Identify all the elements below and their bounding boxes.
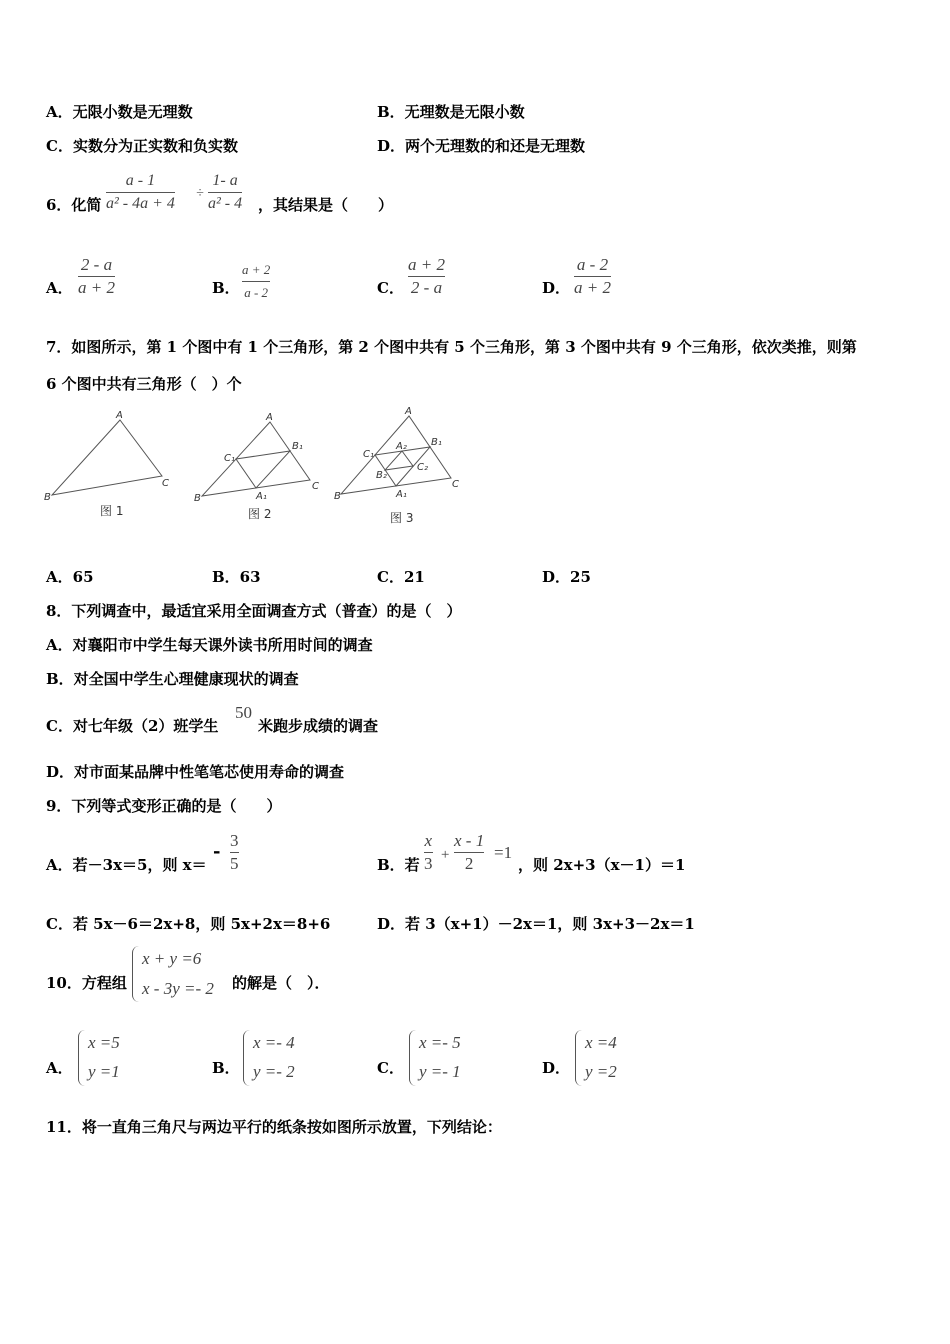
q9-b-fraction-2 — [454, 832, 484, 873]
q10-d-x: x =4 — [585, 1033, 617, 1052]
q7-figures — [40, 400, 480, 535]
fig3-caption: 图 3 — [390, 511, 414, 525]
q9-option-a-minus: - — [213, 841, 221, 862]
fig2-label-c: C — [312, 481, 319, 492]
fig3-label-c: C — [452, 479, 459, 490]
q8-option-c-pre: C．对七年级（2）班学生 — [46, 717, 219, 735]
q5-option-c: C．实数分为正实数和负实数 — [46, 137, 238, 155]
q6-suffix: ，其结果是（ ） — [258, 196, 394, 214]
q8-option-a: A．对襄阳市中学生每天课外读书所用时间的调查 — [46, 636, 373, 654]
q6-option-a-fraction — [78, 256, 115, 297]
q6-prefix: 6．化简 — [46, 196, 102, 214]
q6-c-den: 2 - a — [410, 278, 443, 297]
q8-option-b: B．对全国中学生心理健康现状的调查 — [46, 670, 299, 688]
q8-option-d: D．对市面某品牌中性笔笔芯使用寿命的调查 — [46, 763, 345, 781]
q9-option-b-post: ，则 2x+3（x－1）＝1 — [518, 856, 686, 874]
fig3-label-b2: B₂ — [376, 470, 387, 481]
q7-stem-line-2: 6 个图中共有三角形（ ）个 — [46, 375, 242, 393]
q6-d-num: a - 2 — [576, 255, 609, 274]
fig1-caption: 图 1 — [100, 504, 124, 518]
q10-a-y: y =1 — [88, 1062, 120, 1081]
q10-prefix: 10．方程组 — [46, 974, 127, 992]
q10-option-a-label: A． — [46, 1059, 73, 1077]
q6-fraction-1 — [106, 172, 175, 213]
q9-option-a-fraction — [230, 832, 239, 873]
q6-f1-numerator: a - 1 — [125, 172, 156, 189]
q10-b-x: x =- 4 — [253, 1033, 295, 1052]
q9-b-equals: =1 — [494, 843, 513, 862]
fig1-label-c: C — [162, 478, 169, 489]
q6-option-d-fraction — [574, 256, 611, 297]
q10-equation-2: x - 3y =- 2 — [142, 979, 214, 998]
q6-divide-sign: ÷ — [196, 186, 204, 201]
fig2-label-b1: B₁ — [292, 441, 303, 452]
q7-stem-line-1: 7．如图所示，第 1 个图中有 1 个三角形，第 2 个图中共有 5 个三角形，第 3 个图中共有 9 个三角形，依次类推，则第 — [46, 338, 857, 356]
q8-option-c-number: 50 — [235, 703, 252, 722]
q6-f2-denominator: a² - 4 — [208, 195, 243, 212]
q7-option-b: B．63 — [212, 568, 261, 586]
fig3-label-b1: B₁ — [431, 437, 442, 448]
fig3-outer-triangle — [341, 416, 451, 494]
q6-option-b-fraction — [242, 261, 270, 302]
q9-b-plus: + — [440, 847, 451, 863]
fig1-label-b: B — [44, 492, 51, 503]
q7-option-c: C．21 — [377, 568, 425, 586]
q10-option-d-system — [575, 1030, 645, 1086]
q10-option-c-label: C． — [377, 1059, 404, 1077]
q6-b-den: a - 2 — [244, 285, 269, 300]
fig3-label-c1: C₁ — [363, 449, 374, 460]
q9-b-f2-den: 2 — [464, 854, 474, 873]
q10-suffix: 的解是（ ）． — [232, 974, 330, 992]
q9-stem: 9．下列等式变形正确的是（ ） — [46, 797, 282, 815]
q9-option-c: C．若 5x－6＝2x+8，则 5x+2x＝8+6 — [46, 915, 331, 933]
fig1-label-a: A — [116, 410, 123, 421]
q9-option-d: D．若 3（x+1）－2x＝1，则 3x+3－2x＝1 — [377, 915, 695, 933]
q10-c-x: x =- 5 — [419, 1033, 461, 1052]
q10-option-b-label: B． — [212, 1059, 240, 1077]
q9-b-f2-num: x - 1 — [454, 831, 485, 850]
fig2-label-a: A — [266, 412, 273, 423]
q9-a-num: 3 — [230, 831, 239, 850]
fig3-label-b: B — [334, 491, 341, 502]
q8-stem: 8．下列调查中，最适宜采用全面调查方式（普查）的是（ ） — [46, 602, 462, 620]
q8-option-c-post: 米跑步成绩的调查 — [258, 717, 379, 735]
q9-b-f1-den: 3 — [424, 854, 433, 873]
q6-c-num: a + 2 — [408, 255, 445, 274]
q9-option-b-pre: B．若 — [377, 856, 420, 874]
q10-b-y: y =- 2 — [253, 1062, 295, 1081]
fig3-label-c2: C₂ — [417, 462, 428, 473]
fig3-inner-triangle-2 — [385, 451, 413, 470]
q5-option-b: B．无理数是无限小数 — [377, 103, 525, 121]
q10-a-x: x =5 — [88, 1033, 120, 1052]
q6-f1-denominator: a² - 4a + 4 — [106, 195, 175, 212]
q10-option-d-label: D． — [542, 1059, 571, 1077]
q10-c-y: y =- 1 — [419, 1062, 461, 1081]
q5-option-d: D．两个无理数的和还是无理数 — [377, 137, 586, 155]
q6-option-c-label: C． — [377, 279, 404, 297]
fig2-inner-triangle — [236, 451, 290, 488]
q6-b-num: a + 2 — [242, 262, 271, 277]
q6-option-a-label: A． — [46, 279, 73, 297]
fig1-triangle — [52, 420, 162, 495]
q6-a-den: a + 2 — [78, 278, 115, 297]
q10-d-y: y =2 — [585, 1062, 617, 1081]
q11-stem: 11．将一直角三角尺与两边平行的纸条按如图所示放置，下列结论： — [46, 1118, 502, 1136]
q9-option-a-pre: A．若－3x＝5，则 x＝ — [46, 856, 207, 874]
q6-a-num: 2 - a — [80, 255, 113, 274]
q10-equation-1: x + y =6 — [142, 949, 202, 968]
q10-option-b-system — [243, 1030, 313, 1086]
q9-a-den: 5 — [230, 854, 239, 873]
q6-d-den: a + 2 — [574, 278, 611, 297]
q10-equation-system — [132, 946, 232, 1002]
fig2-outer-triangle — [202, 422, 310, 496]
q9-b-f1-num: x — [424, 831, 433, 850]
fig3-label-a2: A₂ — [396, 441, 407, 452]
q10-option-a-system — [78, 1030, 148, 1086]
q7-option-a: A．65 — [46, 568, 94, 586]
fig3-label-a: A — [405, 406, 412, 417]
q10-option-c-system — [409, 1030, 479, 1086]
fig2-caption: 图 2 — [248, 507, 272, 521]
fig2-label-c1: C₁ — [224, 453, 235, 464]
fig3-label-a1: A₁ — [396, 489, 407, 500]
fig2-label-a1: A₁ — [256, 491, 267, 502]
q6-option-c-fraction — [408, 256, 445, 297]
q5-option-a: A．无限小数是无理数 — [46, 103, 193, 121]
q6-fraction-2 — [208, 172, 242, 213]
q6-option-d-label: D． — [542, 279, 571, 297]
q6-f2-numerator: 1- a — [212, 172, 238, 189]
q9-b-fraction-1 — [424, 832, 433, 873]
fig2-label-b: B — [194, 493, 201, 504]
q6-option-b-label: B． — [212, 279, 240, 297]
q7-option-d: D．25 — [542, 568, 591, 586]
